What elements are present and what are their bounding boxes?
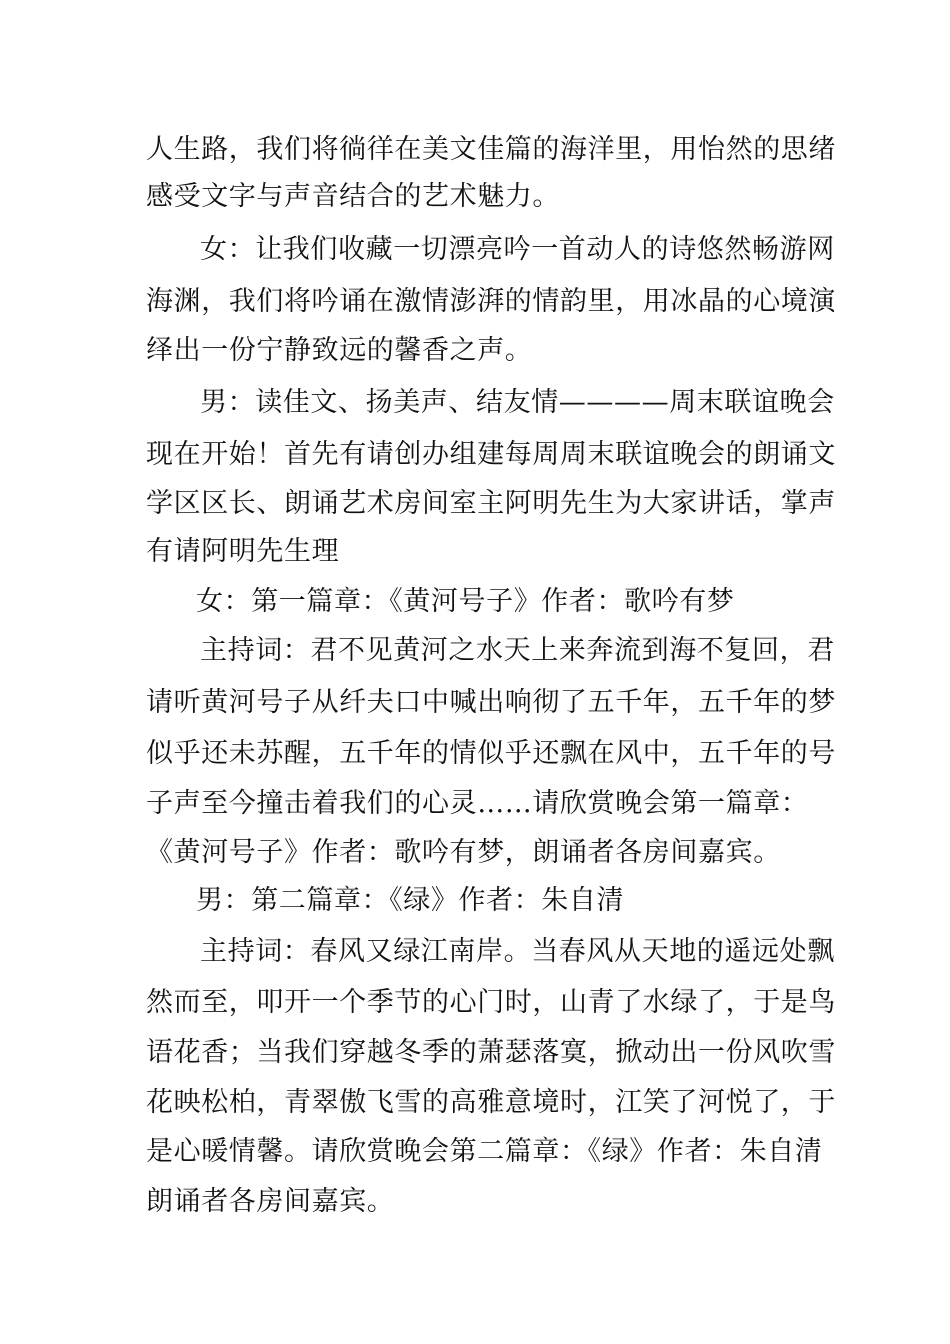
text-line: 请听黄河号子从纤夫口中喊出响彻了五千年，五千年的梦 (146, 687, 836, 718)
text-line: 子声至今撞击着我们的心灵……请欣赏晚会第一篇章： (146, 788, 809, 819)
text-line: 语花香；当我们穿越冬季的萧瑟落寞，掀动出一份风吹雪 (146, 1037, 836, 1068)
text-line: 主持词：春风又绿江南岸。当春风从天地的遥远处飘 (200, 936, 835, 967)
text-line: 绎出一份宁静致远的馨香之声。 (146, 335, 533, 366)
text-line: 现在开始！首先有请创办组建每周周末联谊晚会的朗诵文 (146, 439, 836, 470)
text-line: 人生路，我们将徜徉在美文佳篇的海洋里，用怡然的思绪 (146, 134, 836, 165)
text-line: 朗诵者各房间嘉宾。 (146, 1186, 395, 1217)
text-line: 花映松柏，青翠傲飞雪的高雅意境时，江笑了河悦了，于 (146, 1087, 836, 1118)
text-line: 主持词：君不见黄河之水天上来奔流到海不复回，君 (200, 635, 835, 666)
text-line: 女：让我们收藏一切漂亮吟一首动人的诗悠然畅游网 (200, 234, 835, 265)
text-line: 男：第二篇章：《绿》作者：朱自清 (196, 885, 625, 916)
text-line: 似乎还未苏醒，五千年的情似乎还飘在风中，五千年的号 (146, 738, 836, 769)
text-line: 是心暖情馨。请欣赏晚会第二篇章：《绿》作者：朱自清 (146, 1136, 823, 1167)
text-line: 感受文字与声音结合的艺术魅力。 (146, 181, 560, 212)
text-line: 然而至，叩开一个季节的心门时，山青了水绿了，于是鸟 (146, 987, 836, 1018)
text-line: 男：读佳文、扬美声、结友情————周末联谊晚会 (200, 387, 835, 418)
text-line: 女：第一篇章：《黄河号子》作者：歌吟有梦 (196, 586, 735, 617)
text-line: 学区区长、朗诵艺术房间室主阿明先生为大家讲话，掌声 (146, 488, 836, 519)
text-line: 有请阿明先生理 (146, 536, 340, 567)
text-line: 《黄河号子》作者：歌吟有梦，朗诵者各房间嘉宾。 (146, 837, 781, 868)
text-line: 海渊，我们将吟诵在激情澎湃的情韵里，用冰晶的心境演 (146, 286, 836, 317)
